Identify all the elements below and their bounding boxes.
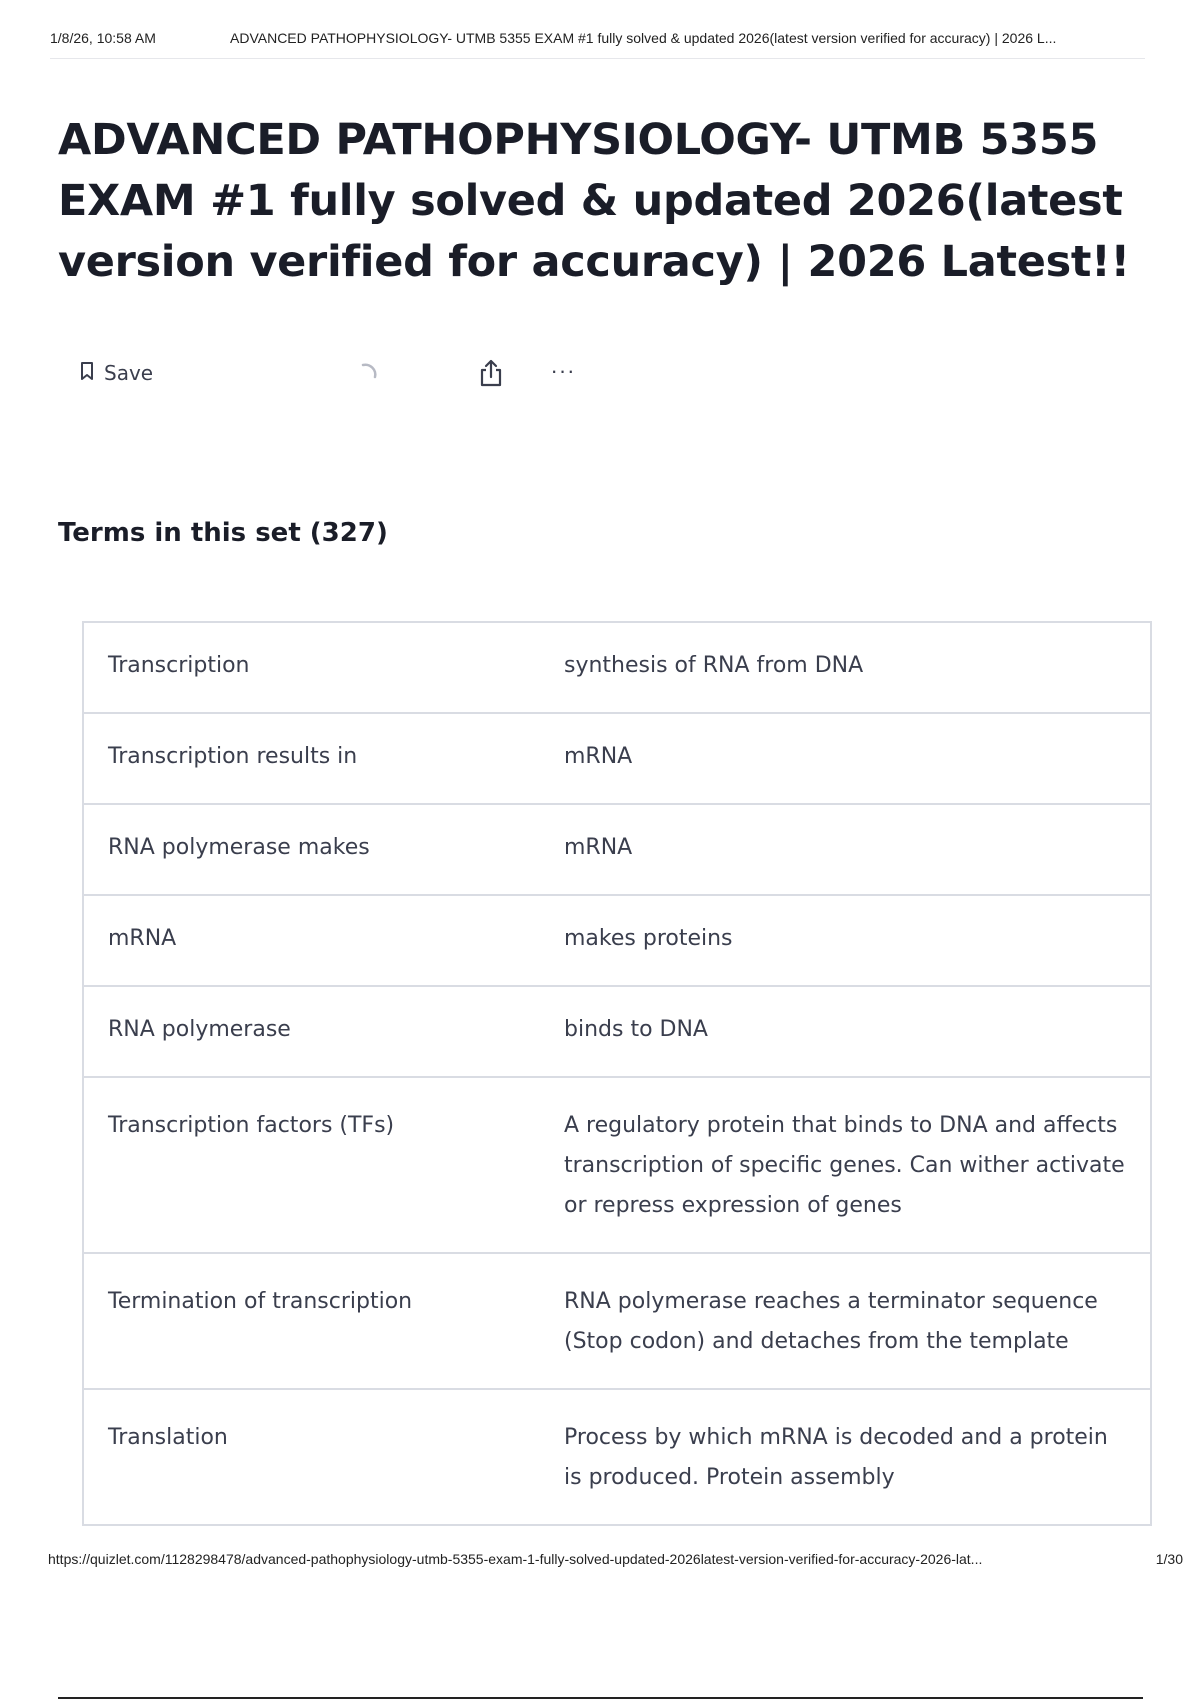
definition-text: mRNA bbox=[564, 744, 633, 769]
term-row bbox=[84, 896, 1150, 987]
definition-text: binds to DNA bbox=[564, 1017, 708, 1042]
print-url: https://quizlet.com/1128298478/advanced-pathophysiology-utmb-5355-exam-1-fully-solved-updated-2026latest-version-verified-for-accuracy-2026-lat... bbox=[48, 1551, 983, 1567]
term-text: Transcription factors (TFs) bbox=[108, 1113, 395, 1138]
share-button[interactable] bbox=[475, 357, 507, 389]
print-document-title: ADVANCED PATHOPHYSIOLOGY- UTMB 5355 EXAM #1 fully solved & updated 2026(latest version verified for accuracy) | 2026 L... bbox=[230, 30, 1057, 46]
term-row bbox=[84, 1390, 1150, 1524]
bottom-divider bbox=[58, 1697, 1143, 1699]
save-label: Save bbox=[104, 361, 154, 385]
page-title: ADVANCED PATHOPHYSIOLOGY- UTMB 5355 EXAM #1 fully solved & updated 2026(latest version verified for accuracy) | 2026 Latest!! bbox=[58, 115, 1130, 287]
definition-text: Process by which mRNA is decoded and a protein is produced. Protein assembly bbox=[564, 1425, 1108, 1490]
page-number: 1/30 bbox=[1155, 1551, 1183, 1567]
term-text: Transcription bbox=[108, 653, 250, 678]
share-icon bbox=[475, 376, 507, 393]
definition-text: mRNA bbox=[564, 835, 633, 860]
more-icon: ··· bbox=[550, 358, 576, 383]
term-text: mRNA bbox=[108, 926, 177, 951]
bookmark-icon bbox=[80, 361, 94, 386]
term-text: Translation bbox=[108, 1425, 228, 1450]
term-text: RNA polymerase bbox=[108, 1017, 291, 1042]
terms-heading: Terms in this set (327) bbox=[58, 518, 388, 548]
term-text: RNA polymerase makes bbox=[108, 835, 370, 860]
term-row bbox=[84, 987, 1150, 1078]
save-button[interactable] bbox=[80, 355, 153, 391]
term-text: Termination of transcription bbox=[108, 1289, 413, 1314]
action-toolbar bbox=[80, 355, 576, 391]
term-row bbox=[84, 1254, 1150, 1390]
definition-text: A regulatory protein that binds to DNA and affects transcription of specific genes. Can wither activate or repress expression of genes bbox=[564, 1113, 1125, 1218]
print-header bbox=[50, 30, 1170, 50]
term-text: Transcription results in bbox=[108, 744, 358, 769]
print-footer bbox=[48, 1551, 1183, 1571]
terms-table bbox=[82, 621, 1152, 1526]
term-row bbox=[84, 805, 1150, 896]
definition-text: synthesis of RNA from DNA bbox=[564, 653, 864, 678]
definition-text: RNA polymerase reaches a terminator sequence (Stop codon) and detaches from the template bbox=[564, 1289, 1098, 1354]
print-datetime: 1/8/26, 10:58 AM bbox=[50, 30, 156, 46]
term-row bbox=[84, 714, 1150, 805]
header-divider bbox=[50, 58, 1145, 59]
loading-spinner-icon bbox=[355, 360, 381, 386]
term-row bbox=[84, 1078, 1150, 1254]
term-row bbox=[84, 623, 1150, 714]
definition-text: makes proteins bbox=[564, 926, 733, 951]
more-options-button[interactable] bbox=[545, 357, 581, 389]
